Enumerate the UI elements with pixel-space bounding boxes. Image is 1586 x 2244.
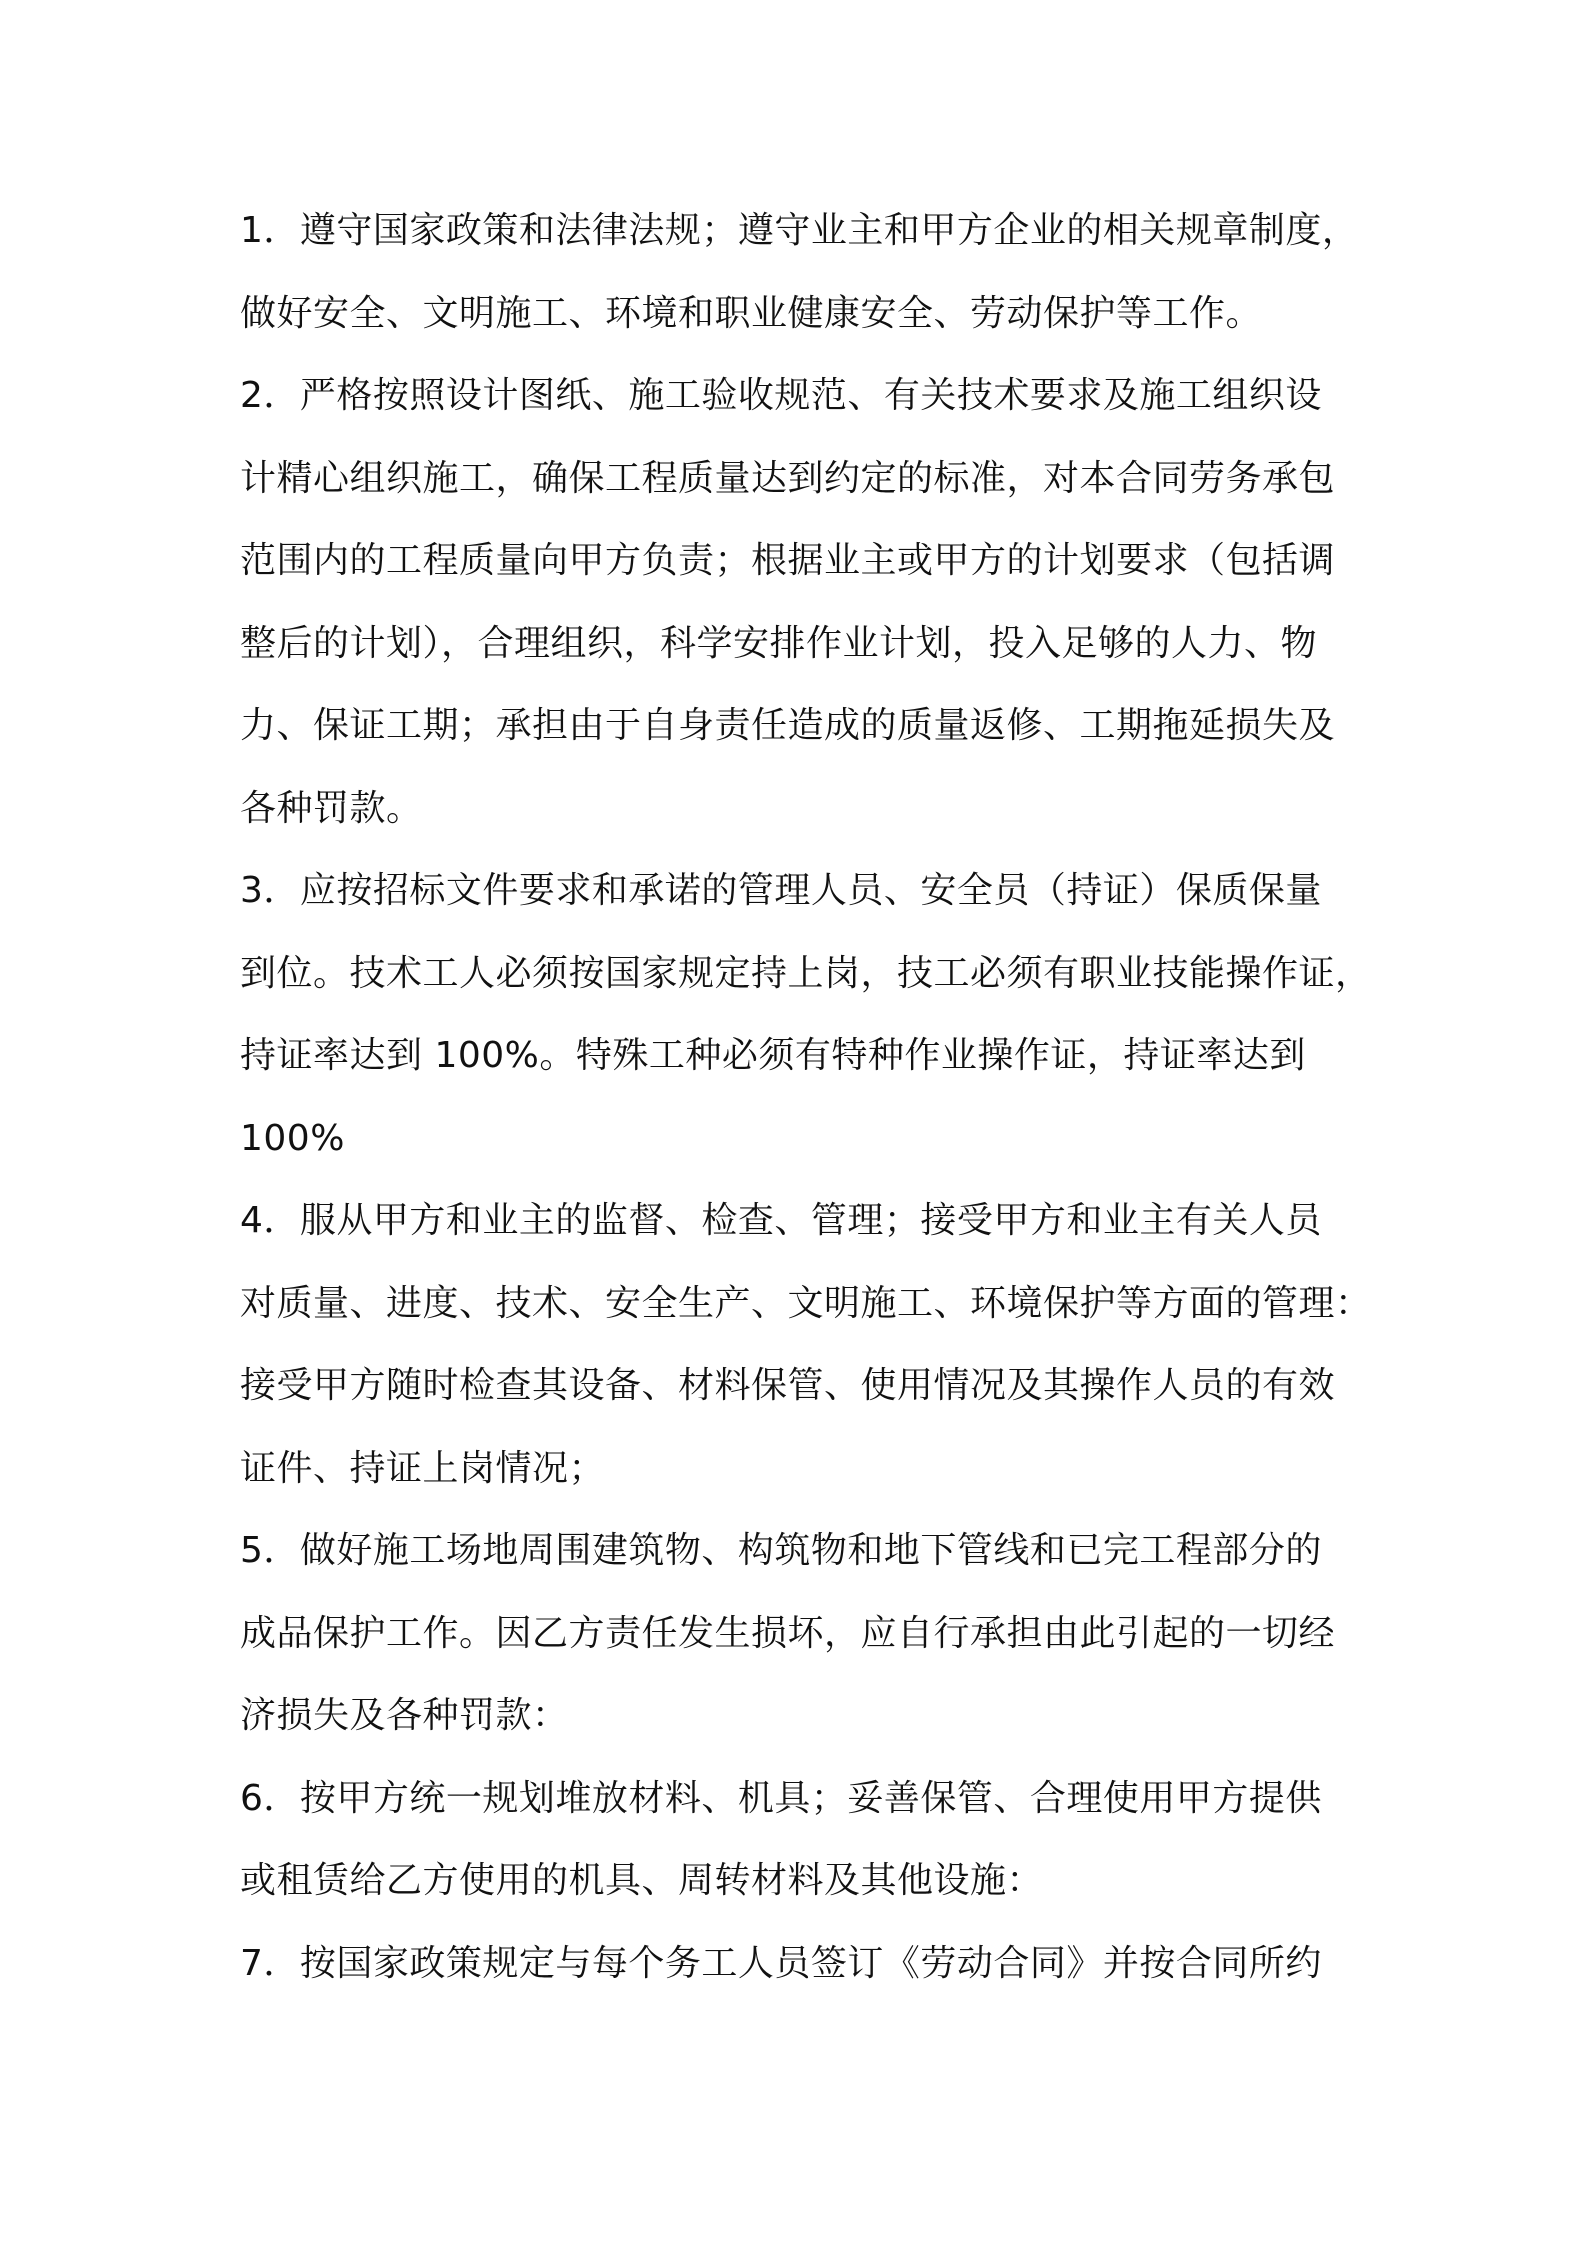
text-line: 力、保证工期；承担由于自身责任造成的质量返修、工期拖延损失及 [240, 705, 1336, 746]
text-line: 对质量、进度、技术、安全生产、文明施工、环境保护等方面的管理： [240, 1282, 1372, 1324]
text-line: 100% [240, 1117, 345, 1159]
document-body [240, 190, 1370, 2005]
text-line: 4．服从甲方和业主的监督、检查、管理；接受甲方和业主有关人员 [240, 1200, 1322, 1241]
text-line: 6．按甲方统一规划堆放材料、机具；妥善保管、合理使用甲方提供 [240, 1777, 1322, 1819]
text-line: 范围内的工程质量向甲方负责；根据业主或甲方的计划要求（包括调 [240, 540, 1336, 581]
text-line: 持证率达到 100%。特殊工种必须有特种作业操作证，持证率达到 [240, 1035, 1306, 1076]
text-line: 7．按国家政策规定与每个务工人员签订《劳动合同》并按合同所约 [240, 1942, 1322, 1984]
text-line: 3．应按招标文件要求和承诺的管理人员、安全员（持证）保质保量 [240, 870, 1322, 911]
text-line: 或租赁给乙方使用的机具、周转材料及其他设施： [240, 1860, 1044, 1901]
text-line: 整后的计划），合理组织，科学安排作业计划，投入足够的人力、物 [240, 622, 1318, 664]
text-line: 1．遵守国家政策和法律法规；遵守业主和甲方企业的相关规章制度， [240, 210, 1359, 251]
text-line: 各种罚款。 [240, 787, 423, 829]
text-line: 接受甲方随时检查其设备、材料保管、使用情况及其操作人员的有效 [240, 1365, 1336, 1406]
text-line: 2．严格按照设计图纸、施工验收规范、有关技术要求及施工组织设 [240, 375, 1322, 416]
text-line: 做好安全、文明施工、环境和职业健康安全、劳动保护等工作。 [240, 292, 1263, 334]
text-line: 证件、持证上岗情况； [240, 1447, 606, 1489]
text-line: 济损失及各种罚款： [240, 1695, 569, 1736]
text-line: 成品保护工作。因乙方责任发生损坏，应自行承担由此引起的一切经 [240, 1612, 1336, 1654]
text-line: 计精心组织施工，确保工程质量达到约定的标准，对本合同劳务承包 [240, 457, 1336, 499]
text-line: 5．做好施工场地周围建筑物、构筑物和地下管线和已完工程部分的 [240, 1530, 1322, 1571]
text-line: 到位。技术工人必须按国家规定持上岗，技工必须有职业技能操作证， [240, 952, 1372, 994]
